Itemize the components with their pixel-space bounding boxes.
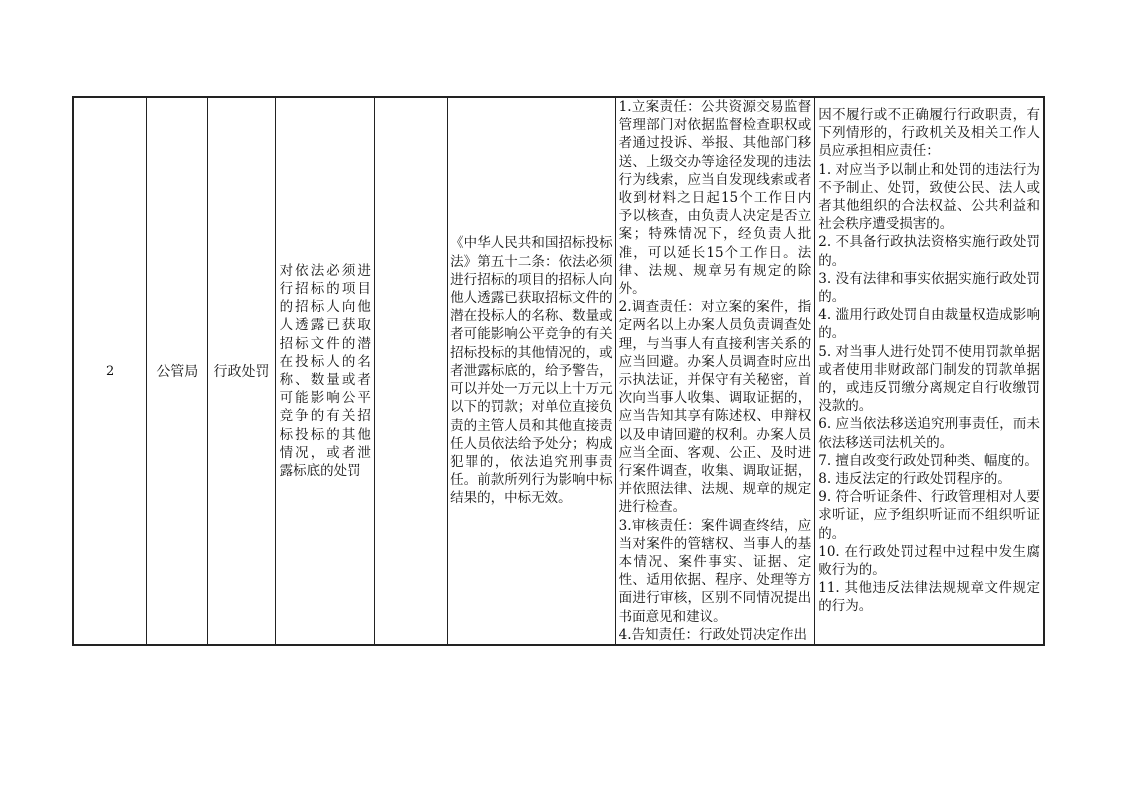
accountability-cell bbox=[815, 97, 1044, 645]
accountability-item: 1. 对应当予以制止和处罚的违法行为不予制止、处罚，致使公民、法人或者其他组织的合法权益、公共利益和社会秩序遭受损害的。 bbox=[818, 161, 1040, 233]
responsibilities-cell bbox=[615, 97, 815, 645]
item-name-cell bbox=[275, 97, 374, 645]
accountability-item: 4. 滥用行政处罚自由裁量权造成影响的。 bbox=[818, 307, 1040, 342]
accountability-item: 9. 符合听证条件、行政管理相对人要求听证，应予组织听证而不组织听证的。 bbox=[818, 489, 1040, 542]
responsibility-item: 4.告知责任：行政处罚决定作出 bbox=[618, 626, 808, 643]
accountability-item: 6. 应当依法移送追究刑事责任，而未依法移送司法机关的。 bbox=[818, 416, 1040, 451]
responsibility-item: 2.调查责任：对立案的案件，指定两名以上办案人员负责调查处理，与当事人有直接利害关系的应当回避。办案人员调查时应出示执法证，并保守有关秘密，首次向当事人收集、调取证据的，应当告知其享有陈述权、申辩权以及申请回避的权利。办案人员应当全面、客观、公正、及时进行案件调查，收集、调取证据，并依照法律、法规、规章的规定进行检查。 bbox=[618, 299, 812, 516]
accountability-item: 7. 擅自改变行政处罚种类、幅度的。 bbox=[818, 452, 1038, 469]
accountability-item: 3. 没有法律和事实依据实施行政处罚的。 bbox=[818, 270, 1040, 306]
department-cell: 公管局 bbox=[147, 97, 208, 645]
item-name-text: 对依法必须进行招标的项目的招标人向他人透露已获取招标文件的潜在投标人的名称、数量或者可能影响公平竞争的有关招标投标的其他情况，或者泄露标底的处罚 bbox=[279, 262, 371, 480]
row-number: 2 bbox=[73, 97, 147, 645]
responsibility-item: 3.审核责任：案件调查终结，应当对案件的管辖权、当事人的基本情况、案件事实、证据、定性、适用依据、程序、处理等方面进行审核，区别不同情况提出书面意见和建议。 bbox=[618, 517, 812, 625]
responsibility-item: 1.立案责任：公共资源交易监督管理部门对依据监督检查职权或者通过投诉、举报、其他部门移送、上级交办等途径发现的违法行为线索，应当自发现线索或者收到材料之日起15个工作日内予以核查，由负责人决定是否立案；特殊情况下，经负责人批准，可以延长15个工作日。法律、法规、规章另有规定的除外。 bbox=[618, 99, 812, 298]
accountability-item: 因不履行或不正确履行行政职责，有下列情形的，行政机关及相关工作人员应承担相应责任： bbox=[818, 107, 1040, 160]
legal-basis-text: 《中华人民共和国招标投标法》第五十二条：依法必须进行招标的项目的招标人向他人透露已获取招标文件的潜在投标人的名称、数量或者可能影响公平竞争的有关招标投标的其他情况的，或者泄露标底的，给予警告，可以并处一万元以上十万元以下的罚款；对单位直接负责的主管人员和其他直接责任人员依法给予处分；构成犯罪的，依法追究刑事责任。前款所列行为影响中标结果的，中标无效。 bbox=[450, 235, 613, 507]
sub-item-cell bbox=[374, 97, 447, 645]
accountability-item: 8. 违反法定的行政处罚程序的。 bbox=[818, 471, 1011, 488]
accountability-text bbox=[815, 106, 1043, 616]
power-type-cell: 行政处罚 bbox=[208, 97, 275, 645]
accountability-item: 10. 在行政处罚过程中过程中发生腐败行为的。 bbox=[818, 543, 1040, 579]
table-row bbox=[73, 97, 1044, 645]
accountability-item: 5. 对当事人进行处罚不使用罚款单据或者使用非财政部门制发的罚款单据的，或违反罚缴分离规定自行收缴罚没款的。 bbox=[818, 343, 1040, 415]
legal-basis-cell bbox=[448, 97, 616, 645]
accountability-item: 11. 其他违反法律法规规章文件规定的行为。 bbox=[818, 580, 1040, 615]
power-list-table bbox=[72, 96, 1045, 646]
responsibilities-text bbox=[616, 98, 815, 644]
accountability-item: 2. 不具备行政执法资格实施行政处罚的。 bbox=[818, 234, 1040, 269]
